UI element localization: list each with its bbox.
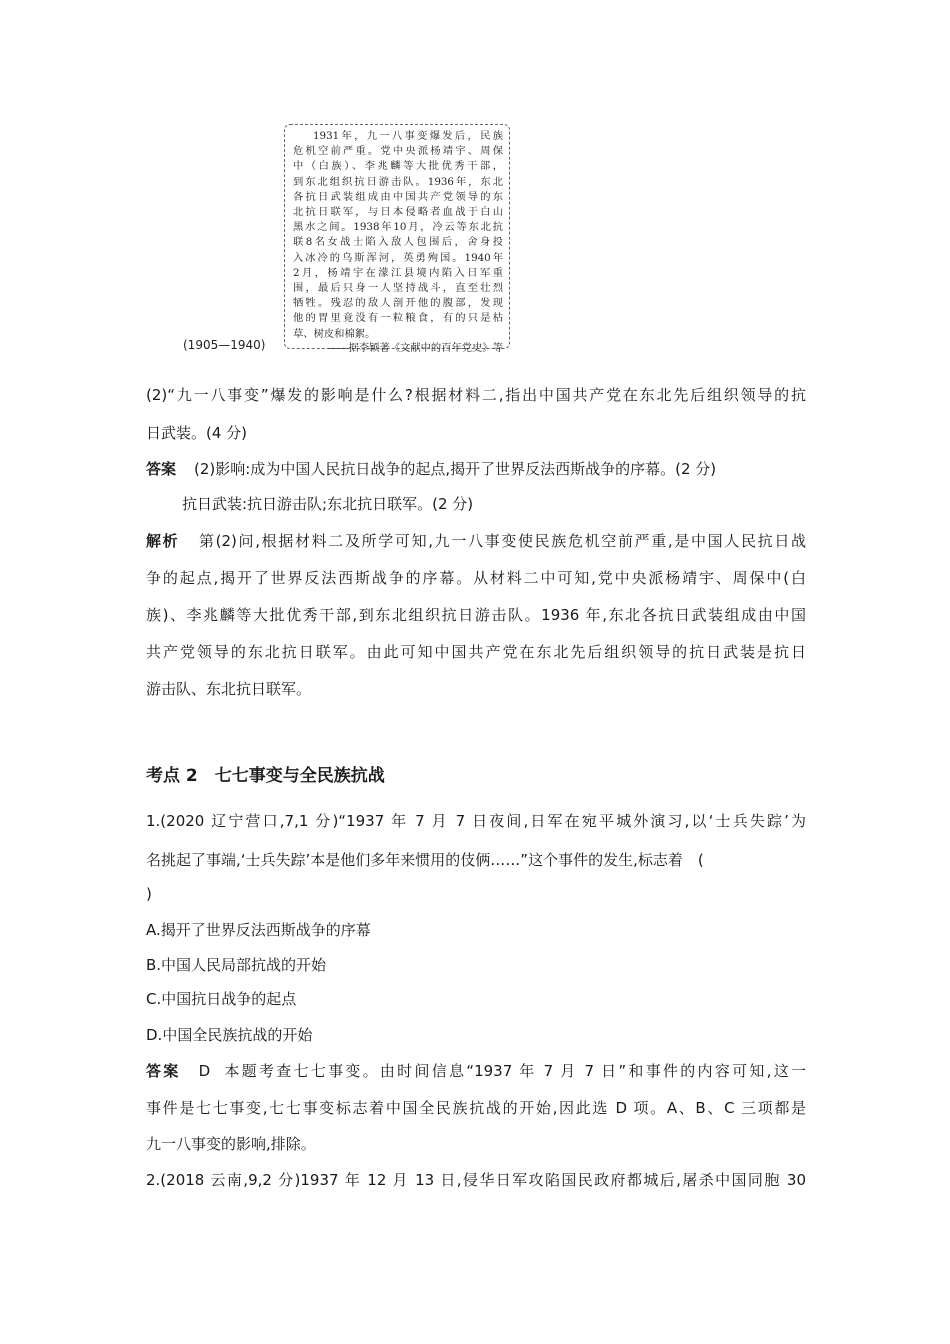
answer-choice: D <box>198 1062 211 1080</box>
answer-label: 答案 <box>146 460 177 478</box>
material-line: 黑水之间。1938年10月，冷云等东北抗 <box>293 221 503 234</box>
answer-label: 答案 <box>146 1062 181 1080</box>
material-line: 牺牲。残忍的敌人剖开他的腹部，发现 <box>293 297 503 310</box>
analysis-2-line-3: 族)、李兆麟等大批优秀干部,到东北组织抗日游击队。1936 年,东北各抗日武装组成由中国 <box>146 606 806 624</box>
material-source: ——据李颖著《文献中的百年党史》等 <box>327 341 503 354</box>
section-heading: 考点 2 七七事变与全民族抗战 <box>146 766 385 786</box>
material-line: 北抗日联军，与日本侵略者血战于白山 <box>293 206 503 219</box>
option-c: C.中国抗日战争的起点 <box>146 990 297 1008</box>
question-next-line-1: 2.(2018 云南,9,2 分)1937 年 12 月 13 日,侵华日军攻陷国民政府都城后,屠杀中国同胞 30 <box>146 1171 806 1189</box>
analysis-label: 解析 <box>146 532 180 550</box>
option-d: D.中国全民族抗战的开始 <box>146 1026 313 1044</box>
question-2-line-2: 日武装。(4 分) <box>146 424 248 442</box>
option-a: A.揭开了世界反法西斯战争的序幕 <box>146 921 371 939</box>
material-line: 各抗日武装组成由中国共产党领导的东 <box>293 190 503 203</box>
analysis-2-line-2: 争的起点,揭开了世界反法西斯战争的序幕。从材料二中可知,党中央派杨靖宇、周保中(白 <box>146 569 806 587</box>
material-line: 围，最后只身一人坚持战斗，直至壮烈 <box>293 282 503 295</box>
answer-1-line-1 <box>146 1060 806 1081</box>
material-line: 联8名女战士陷入敌人包围后，舍身投 <box>293 236 503 249</box>
material-line: 中（白族）、李兆麟等大批优秀干部， <box>293 160 503 173</box>
material-line: 危机空前严重。党中央派杨靖宇、周保 <box>293 145 503 158</box>
material-text-box <box>284 124 510 354</box>
answer-2-line-1 <box>146 458 806 479</box>
question-1-line-1: 1.(2020 辽宁营口,7,1 分)“1937 年 7 月 7 日夜间,日军在宛平城外演习,以‘士兵失踪’为 <box>146 812 806 830</box>
answer-2-text: (2)影响:成为中国人民抗日战争的起点,揭开了世界反法西斯战争的序幕。(2 分) <box>194 460 717 478</box>
analysis-2-line-4: 共产党领导的东北抗日联军。由此可知中国共产党在东北先后组织领导的抗日武装是抗日 <box>146 643 806 661</box>
material-line: 2月，杨靖宇在濛江县境内陷入日军重 <box>293 266 503 279</box>
analysis-2-text: 第(2)问,根据材料二及所学可知,九一八事变使民族危机空前严重,是中国人民抗日战 <box>197 532 806 550</box>
material-line: 1931年，九一八事变爆发后，民族 <box>313 130 503 142</box>
material-line: 到东北组织抗日游击队。1936年，东北 <box>293 175 503 188</box>
question-2-line-1: (2)“九一八事变”爆发的影响是什么?根据材料二,指出中国共产党在东北先后组织领导的抗 <box>146 386 806 404</box>
answer-2-line-2: 抗日武装:抗日游击队;东北抗日联军。(2 分) <box>182 495 474 513</box>
option-b: B.中国人民局部抗战的开始 <box>146 956 327 974</box>
material-line: 草、树皮和棉絮。 <box>293 327 376 340</box>
analysis-2-line-5: 游击队、东北抗日联军。 <box>146 680 312 698</box>
question-1-line-2: 名挑起了事端,‘士兵失踪’本是他们多年来惯用的伎俩……”这个事件的发生,标志着 ( <box>146 851 704 869</box>
answer-1-line-2: 事件是七七事变,七七事变标志着中国全民族抗战的开始,因此选 D 项。A、B、C 三项都是 <box>146 1099 806 1117</box>
question-1-line-3: ) <box>146 885 152 903</box>
image-caption: (1905—1940) <box>183 338 266 352</box>
material-line: 入冰冷的乌斯浑河，英勇殉国。1940年 <box>293 251 503 264</box>
analysis-2-line-1 <box>146 530 806 551</box>
answer-1-text: 本题考查七七事变。由时间信息“1937 年 7 月 7 日”和事件的内容可知,这一 <box>222 1062 806 1080</box>
material-line: 他的胃里竟没有一粒粮食，有的只是枯 <box>293 312 503 325</box>
answer-1-line-3: 九一八事变的影响,排除。 <box>146 1135 316 1153</box>
